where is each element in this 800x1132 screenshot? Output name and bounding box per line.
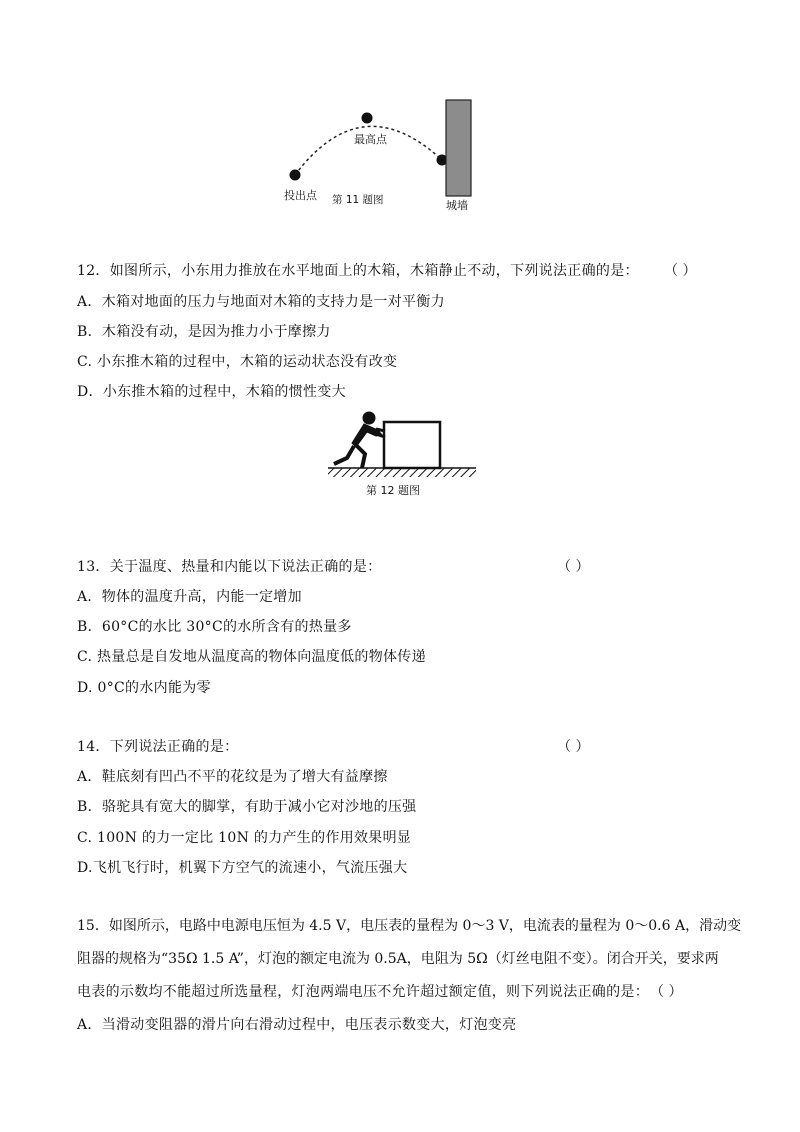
q15-stem-line-3: 电表的示数均不能超过所选量程，灯泡两端电压不允许超过额定值，则下列说法正确的是： xyxy=(77,984,649,1000)
q15-answer-paren: （ ） xyxy=(650,984,683,1000)
q15-option-a: A．当滑动变阻器的滑片向右滑动过程中，电压表示数变大，灯泡变亮 xyxy=(77,1017,517,1033)
q13-option-d: D. 0°C的水内能为零 xyxy=(77,680,211,696)
figure-11-caption: 第 11 题图 xyxy=(332,194,384,206)
q14-answer-paren: （ ） xyxy=(557,739,590,755)
q14-option-d: D.飞机飞行时，机翼下方空气的流速小，气流压强大 xyxy=(77,860,408,876)
q13-option-a: A．物体的温度升高，内能一定增加 xyxy=(77,589,302,605)
figure-12-caption: 第 12 题图 xyxy=(366,484,420,497)
q13-option-c: C. 热量总是自发地从温度高的物体向温度低的物体传递 xyxy=(77,649,426,665)
q13-stem: 13．关于温度、热量和内能以下说法正确的是： xyxy=(77,559,382,575)
wooden-box xyxy=(384,422,440,468)
q12-option-c: C. 小东推木箱的过程中，木箱的运动状态没有改变 xyxy=(77,354,398,370)
q13-answer-paren: （ ） xyxy=(557,559,590,575)
person-pushing-icon xyxy=(334,412,385,468)
q12-stem: 12．如图所示，小东用力推放在水平地面上的木箱，木箱静止不动，下列说法正确的是： xyxy=(77,263,639,279)
throw-point-dot xyxy=(290,170,301,181)
q14-option-b: B．骆驼具有宽大的脚掌，有助于减小它对沙地的压强 xyxy=(77,799,417,815)
q13-option-b: B．60°C的水比 30°C的水所含有的热量多 xyxy=(77,619,352,635)
q12-option-b: B．木箱没有动，是因为推力小于摩擦力 xyxy=(77,324,331,340)
label-throw: 投出点 xyxy=(284,189,317,202)
q12-option-d: D．小东推木箱的过程中，木箱的惯性变大 xyxy=(77,384,346,400)
figure-12-push-box-diagram xyxy=(320,405,480,500)
q14-stem: 14．下列说法正确的是： xyxy=(77,739,239,755)
q15-stem-line-2: 阻器的规格为“35Ω 1.5 A”，灯泡的额定电流为 0.5A，电阻为 5Ω（灯丝电阻不变）。闭合开关，要求两 xyxy=(77,951,719,967)
q14-option-a: A．鞋底刻有凹凸不平的花纹是为了增大有益摩擦 xyxy=(77,769,388,785)
ground-hatch xyxy=(328,468,476,477)
label-top: 最高点 xyxy=(354,133,387,146)
label-wall: 城墙 xyxy=(446,199,468,212)
figure-11-projectile-diagram xyxy=(270,92,510,220)
highest-point-dot xyxy=(362,113,373,124)
q15-stem-line-1: 15．如图所示，电路中电源电压恒为 4.5 V，电压表的量程为 0～3 V，电流表的量程为 0～0.6 A，滑动变 xyxy=(77,918,742,934)
city-wall xyxy=(446,100,471,196)
q14-option-c: C. 100N 的力一定比 10N 的力产生的作用效果明显 xyxy=(77,830,412,846)
q12-answer-paren: （ ） xyxy=(664,263,697,279)
q12-option-a: A．木箱对地面的压力与地面对木箱的支持力是一对平衡力 xyxy=(77,294,445,310)
